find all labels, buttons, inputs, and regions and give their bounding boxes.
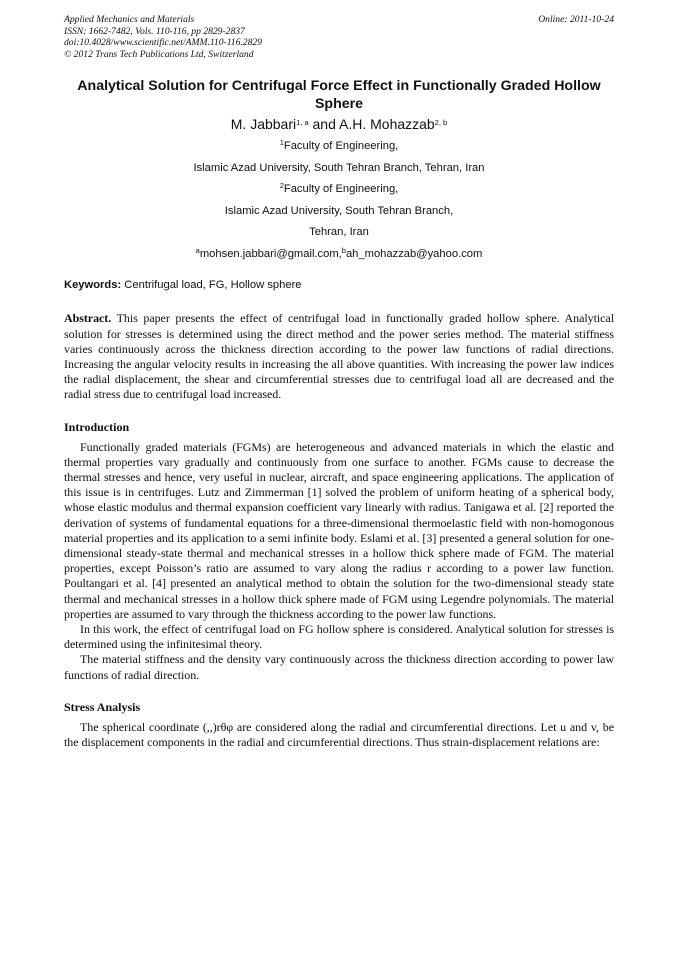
email-a-sup: a: [195, 245, 200, 255]
abstract-text: This paper presents the effect of centrifugal load in functionally graded hollow sphere. Analytical solution for stresses is determined using the direct method and the power series method. The material stiffness varies continuously across the thickness direction according to the power law functions of radial directions. Increasing the angular velocity results in increasing the all above quantities. With increasing the power law indices the radial displacement, the shear and circumferential stresses due to centrifugal load all are decreased and the radial stress due to centrifugal load increased.: [64, 311, 614, 402]
introduction-paragraph-3: The material stiffness and the density vary continuously across the thickness direction according to power law functions of radial direction.: [64, 652, 614, 682]
email-b: ah_mohazzab@yahoo.com: [345, 247, 483, 260]
email-b-sup: b: [341, 245, 346, 255]
author-2-name: A.H. Mohazzab: [339, 116, 435, 133]
journal-header: [64, 14, 614, 60]
stress-analysis-heading: Stress Analysis: [64, 699, 141, 714]
affiliation-2-sup: 2: [279, 181, 284, 191]
introduction-heading: Introduction: [64, 419, 130, 434]
keywords-text: Centrifugal load, FG, Hollow sphere: [121, 279, 302, 292]
author-1-name: M. Jabbari: [230, 116, 297, 133]
introduction-paragraph-1: Functionally graded materials (FGMs) are heterogeneous and advanced materials in which the elastic and thermal properties vary gradually and continuously from one surface to another. FGMs cause to decrease the thermal stresses and hence, very useful in nuclear, aircraft, and space engineering applications. The application of this issue is in centrifuges. Lutz and Zimmerman [1] solved the problem of uniform heating of a spherical body, whose elastic modulus and thermal expansion coefficient vary linearly with radius. Tanigawa et al. [2] reported the derivation of systems of fundamental equations for a three-dimensional thermoelastic field with non-homogonous material properties and its application to a semi infinite body. Eslami et al. [3] presented a general solution for one-dimensional steady-state thermal and mechanical stresses in a hollow thick sphere made of FGM. The material properties, except Poisson’s ratio are assumed to vary along the radius r according to a power law function. Poultangari et al. [4] presented an analytical method to obtain the solution for the two-dimensional steady state thermal and mechanical stresses in a hollow thick sphere made of FGM using Legendre polynomials. The material properties are assumed to vary through the thickness according to the power law functions.: [64, 439, 614, 621]
affiliation-2-line-2: Islamic Azad University, South Tehran Branch,: [224, 204, 454, 217]
journal-name: Applied Mechanics and Materials: [64, 14, 195, 25]
abstract-paragraph: [64, 311, 614, 402]
online-date: Online: 2011-10-24: [538, 14, 614, 25]
author-line: [64, 115, 614, 133]
author-2-sup: 2, b: [434, 118, 448, 128]
keywords-label: Keywords:: [64, 279, 122, 292]
issn-line: ISSN: 1662-7482, Vols. 110-116, pp 2829-2837: [64, 25, 245, 37]
affiliation-1-line-1: [64, 136, 614, 158]
affiliation-1-sup: 1: [279, 138, 284, 148]
paper-page: [64, 14, 614, 750]
paper-title: Analytical Solution for Centrifugal Force Effect in Functionally Graded Hollow Sphere: [77, 78, 601, 112]
doi-line: doi:10.4028/www.scientific.net/AMM.110-116.2829: [64, 37, 262, 49]
affiliation-2-line-3: Tehran, Iran: [309, 226, 369, 239]
affiliation-1-line-2: Islamic Azad University, South Tehran Branch, Tehran, Iran: [193, 161, 485, 174]
introduction-paragraph-2: In this work, the effect of centrifugal load on FG hollow sphere is considered. Analytical solution for stresses is determined using the infinitesimal theory.: [64, 622, 614, 652]
author-1-sup: 1, a: [296, 118, 309, 128]
affiliation-1-text: Faculty of Engineering,: [283, 140, 399, 153]
affiliation-2-line-1: [64, 179, 614, 201]
affiliation-2-text: Faculty of Engineering,: [283, 183, 399, 196]
email-line: [64, 244, 614, 266]
copyright-line: © 2012 Trans Tech Publications Ltd, Switzerland: [64, 48, 254, 60]
email-a: mohsen.jabbari@gmail.com,: [199, 247, 342, 260]
abstract-label: Abstract.: [64, 311, 112, 326]
author-conjunction: and: [308, 116, 339, 133]
stress-analysis-paragraph-1: The spherical coordinate (,,)rθφ are considered along the radial and circumferential directions. Let u and v, be the displacement components in the radial and circumferential directions. Thus strain-displacement relations are:: [64, 719, 614, 750]
keywords: [64, 279, 614, 291]
